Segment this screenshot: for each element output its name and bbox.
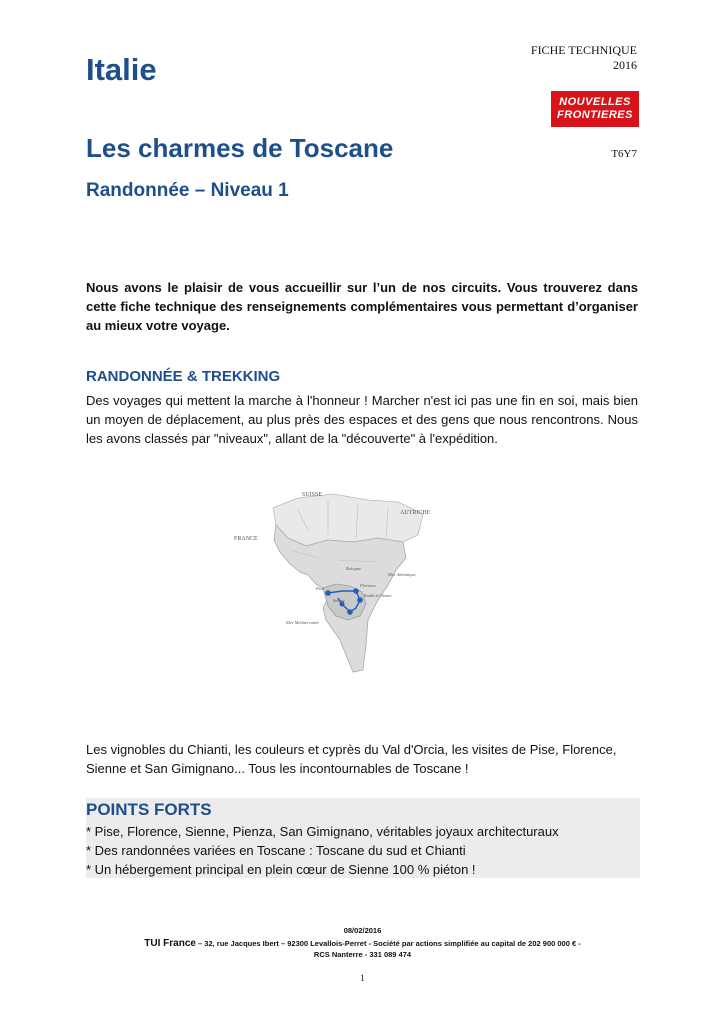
trip-description: Les vignobles du Chianti, les couleurs et cyprès du Val d'Orcia, les visites de Pise, Florence, Sienne et San Gimignano... Tous les incontournables de Toscane ! [86, 742, 617, 776]
points-forts-list [86, 822, 559, 879]
map-label-suisse: SUISSE [302, 492, 323, 498]
footer-address: – 32, rue Jacques Ibert – 92300 Levallois-Perret - Société par actions simplifiée au capital de 202 900 000 € - [195, 939, 581, 948]
map-point-sienne [347, 609, 353, 615]
footer-rcs: RCS Nanterre - 331 089 474 [313, 950, 412, 959]
fiche-technique-label [531, 43, 637, 73]
trip-level: Randonnée – Niveau 1 [86, 180, 289, 201]
fiche-year: 2016 [613, 58, 637, 72]
map-label-adriatique: Mer Adriatique [388, 572, 416, 577]
logo-line-1: NOUVELLES [559, 96, 631, 108]
tuscany-map [228, 480, 458, 680]
list-item: * Des randonnées variées en Toscane : Toscane du sud et Chianti [86, 843, 466, 858]
trip-code: T6Y7 [611, 148, 637, 160]
footer-date: 08/02/2016 [343, 926, 382, 935]
map-point-florence [353, 588, 359, 594]
map-label-autriche: AUTRICHE [400, 510, 431, 516]
nouvelles-frontieres-logo [551, 91, 639, 127]
section-body: Des voyages qui mettent la marche à l'honneur ! Marcher n'est ici pas une fin en soi, mais bien un moyen de déplacement, au plus près des espaces et des gens que nous rencontrons. Nous les avons classés par "niveaux", allant de la "découverte" à l'expédition. [86, 393, 638, 446]
map-label-chianti: Radda in Chianti [364, 593, 392, 598]
section-heading: RANDONNÉE & TREKKING [86, 368, 281, 385]
list-item: * Pise, Florence, Sienne, Pienza, San Gimignano, véritables joyaux architecturaux [86, 824, 559, 839]
map-point-pise [325, 590, 331, 596]
map-label-florence: Florence [360, 583, 377, 588]
footer-brand: TUI France [144, 938, 196, 949]
country-title: Italie [86, 52, 157, 87]
logo-line-2: FRONTIERES [557, 109, 633, 121]
trip-title: Les charmes de Toscane [86, 133, 394, 163]
list-item: * Un hébergement principal en plein cœur de Sienne 100 % piéton ! [86, 862, 476, 877]
page-number: 1 [360, 973, 365, 983]
map-label-pise: Pise [316, 586, 324, 591]
map-label-mediterranee: Mer Méditerranée [286, 620, 320, 625]
map-label-sienne: Sienne [333, 598, 345, 603]
map-label-france: FRANCE [234, 536, 258, 542]
map-point-chianti [357, 597, 363, 603]
fiche-technique-line: FICHE TECHNIQUE [530, 43, 637, 57]
points-forts-title: POINTS FORTS [86, 800, 212, 819]
footer-company [0, 938, 725, 949]
map-label-bologne: Bologne [346, 566, 361, 571]
intro-paragraph: Nous avons le plaisir de vous accueillir sur l’un de nos circuits. Vous trouverez dans cette fiche technique des renseignements complémentaires vous permettant d’organiser au mieux votre voyage. [86, 280, 638, 333]
